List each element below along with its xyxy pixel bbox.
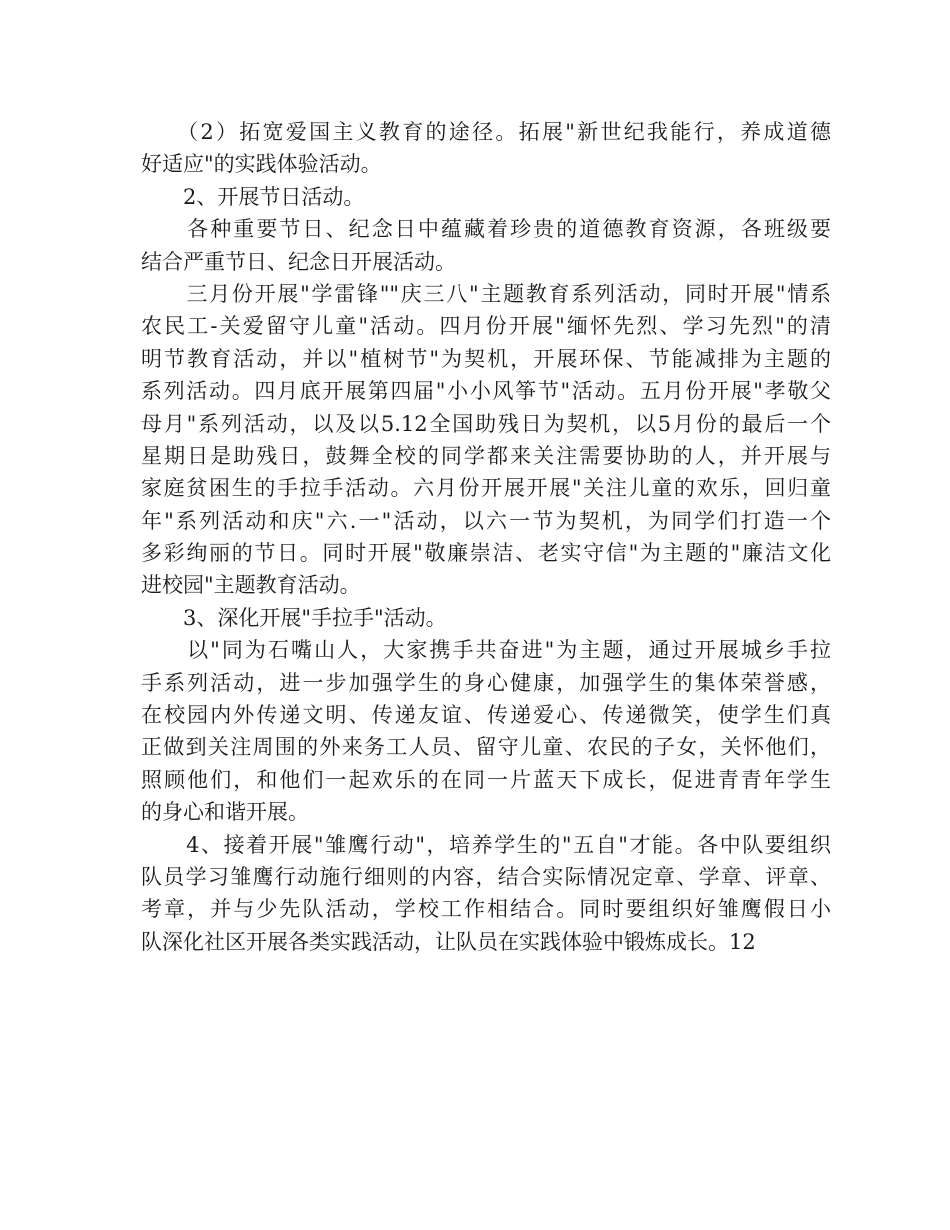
text-line: 以"同为石嘴山人，大家携手共奋进"为主题，通过开展城乡手拉 <box>141 638 831 663</box>
text-line: 正做到关注周围的外来务工人员、留守儿童、农民的子女，关怀他们， <box>141 735 831 760</box>
text-line: 的身心和谐开展。 <box>141 800 309 825</box>
text-line: 多彩绚丽的节日。同时开展"敬廉崇洁、老实守信"为主题的"廉洁文化 <box>141 541 831 566</box>
text-line: 年"系列活动和庆"六.一"活动，以六一节为契机，为同学们打造一个 <box>141 508 831 533</box>
text-line: 手系列活动，进一步加强学生的身心健康，加强学生的集体荣誉感， <box>141 670 831 695</box>
text-line: 在校园内外传递文明、传递友谊、传递爱心、传递微笑，使学生们真 <box>141 703 831 728</box>
text-line: 结合严重节日、纪念日开展活动。 <box>141 249 456 274</box>
text-line: 明节教育活动，并以"植树节"为契机，开展环保、节能减排为主题的 <box>141 346 831 371</box>
text-line: 进校园"主题教育活动。 <box>141 573 361 598</box>
text-line: 好适应"的实践体验活动。 <box>141 152 382 177</box>
text-line: （2）拓宽爱国主义教育的途径。拓展"新世纪我能行，养成道德 <box>141 120 831 144</box>
text-line: 照顾他们，和他们一起欢乐的在同一片蓝天下成长，促进青青年学生 <box>141 767 831 792</box>
section-heading: 2、开展节日活动。 <box>141 184 365 209</box>
text-line: 队深化社区开展各类实践活动，让队员在实践体验中锻炼成长。12 <box>141 929 756 954</box>
text-line: 4、接着开展"雏鹰行动"，培养学生的"五自"才能。各中队要组织 <box>141 832 831 857</box>
text-line: 星期日是助残日，鼓舞全校的同学都来关注需要协助的人，并开展与 <box>141 443 831 468</box>
text-line: 系列活动。四月底开展第四届"小小风筝节"活动。五月份开展"孝敬父 <box>141 379 831 404</box>
text-line: 母月"系列活动，以及以5.12全国助残日为契机，以5月份的最后一个 <box>141 411 831 436</box>
text-line: 三月份开展"学雷锋""庆三八"主题教育系列活动，同时开展"情系 <box>141 281 831 306</box>
text-line: 各种重要节日、纪念日中蕴藏着珍贵的道德教育资源，各班级要 <box>141 217 831 242</box>
text-line: 考章，并与少先队活动，学校工作相结合。同时要组织好雏鹰假日小 <box>141 897 831 922</box>
text-line: 农民工-关爱留守儿童"活动。四月份开展"缅怀先烈、学习先烈"的清 <box>141 314 831 339</box>
section-heading: 3、深化开展"手拉手"活动。 <box>141 605 447 630</box>
document-body <box>141 116 831 958</box>
text-line: 队员学习雏鹰行动施行细则的内容，结合实际情况定章、学章、评章、 <box>141 864 831 889</box>
text-line: 家庭贫困生的手拉手活动。六月份开展开展"关注儿童的欢乐，回归童 <box>141 476 831 501</box>
